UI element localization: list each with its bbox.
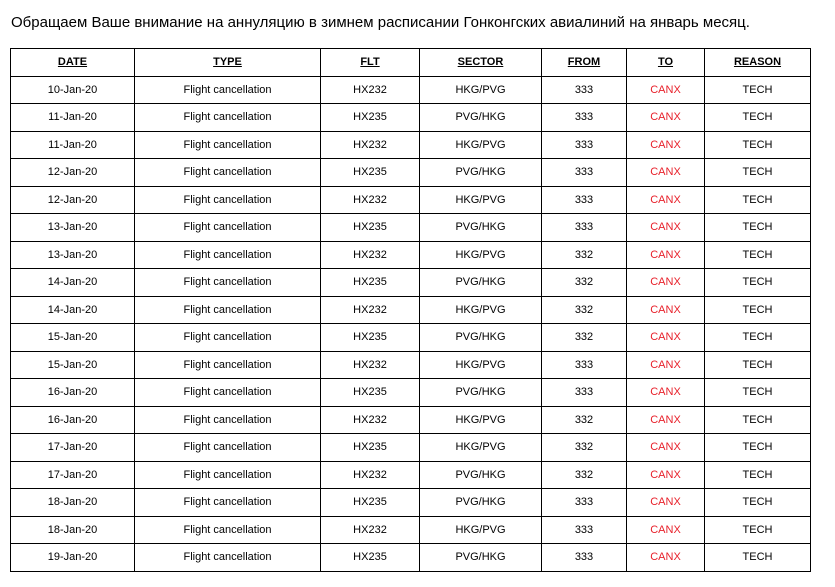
cell-type: Flight cancellation: [135, 351, 321, 379]
cell-type: Flight cancellation: [135, 379, 321, 407]
table-row: [11, 76, 811, 104]
cell-from: 333: [542, 544, 627, 572]
cell-from: 332: [542, 324, 627, 352]
cell-to: CANX: [627, 406, 705, 434]
table-row: [11, 544, 811, 572]
cell-type: Flight cancellation: [135, 131, 321, 159]
table-row: [11, 104, 811, 132]
cell-reason: TECH: [705, 76, 811, 104]
cell-from: 332: [542, 461, 627, 489]
cell-reason: TECH: [705, 241, 811, 269]
document-title: Обращаем Ваше внимание на аннуляцию в зимнем расписании Гонконгских авиалиний на январь месяц.: [11, 14, 750, 31]
cell-date: 16-Jan-20: [11, 406, 135, 434]
cell-sector: HKG/PVG: [420, 131, 542, 159]
cell-reason: TECH: [705, 406, 811, 434]
cell-reason: TECH: [705, 379, 811, 407]
cell-to: CANX: [627, 296, 705, 324]
cell-reason: TECH: [705, 461, 811, 489]
cell-date: 17-Jan-20: [11, 434, 135, 462]
cell-sector: PVG/HKG: [420, 324, 542, 352]
cell-to: CANX: [627, 544, 705, 572]
cell-reason: TECH: [705, 131, 811, 159]
cell-sector: PVG/HKG: [420, 104, 542, 132]
table-row: [11, 379, 811, 407]
cell-date: 10-Jan-20: [11, 76, 135, 104]
cell-reason: TECH: [705, 324, 811, 352]
cell-type: Flight cancellation: [135, 544, 321, 572]
cell-reason: TECH: [705, 351, 811, 379]
cell-from: 333: [542, 379, 627, 407]
cell-to: CANX: [627, 131, 705, 159]
cell-from: 333: [542, 159, 627, 187]
table-row: [11, 489, 811, 517]
cell-to: CANX: [627, 351, 705, 379]
table-row: [11, 159, 811, 187]
cell-sector: HKG/PVG: [420, 406, 542, 434]
cell-from: 332: [542, 269, 627, 297]
cell-sector: HKG/PVG: [420, 351, 542, 379]
cell-to: CANX: [627, 489, 705, 517]
cell-type: Flight cancellation: [135, 489, 321, 517]
cell-date: 14-Jan-20: [11, 296, 135, 324]
cell-to: CANX: [627, 104, 705, 132]
cell-from: 333: [542, 131, 627, 159]
cell-flt: HX232: [321, 406, 420, 434]
header-to: TO: [627, 49, 705, 77]
table-row: [11, 131, 811, 159]
cell-from: 332: [542, 296, 627, 324]
cell-to: CANX: [627, 434, 705, 462]
cell-reason: TECH: [705, 214, 811, 242]
cell-reason: TECH: [705, 159, 811, 187]
header-reason: REASON: [705, 49, 811, 77]
cell-sector: HKG/PVG: [420, 516, 542, 544]
cell-reason: TECH: [705, 434, 811, 462]
table-row: [11, 351, 811, 379]
cell-date: 15-Jan-20: [11, 351, 135, 379]
header-sector: SECTOR: [420, 49, 542, 77]
cell-date: 13-Jan-20: [11, 214, 135, 242]
table-row: [11, 214, 811, 242]
cell-date: 18-Jan-20: [11, 489, 135, 517]
cell-to: CANX: [627, 324, 705, 352]
table-row: [11, 324, 811, 352]
cell-sector: HKG/PVG: [420, 296, 542, 324]
cell-flt: HX232: [321, 241, 420, 269]
cell-date: 19-Jan-20: [11, 544, 135, 572]
cell-from: 332: [542, 241, 627, 269]
cell-type: Flight cancellation: [135, 214, 321, 242]
cell-type: Flight cancellation: [135, 104, 321, 132]
cell-to: CANX: [627, 241, 705, 269]
cell-flt: HX235: [321, 544, 420, 572]
cell-from: 333: [542, 76, 627, 104]
cell-from: 332: [542, 434, 627, 462]
cell-flt: HX232: [321, 351, 420, 379]
cell-from: 333: [542, 516, 627, 544]
cell-sector: HKG/PVG: [420, 76, 542, 104]
header-date: DATE: [11, 49, 135, 77]
cell-to: CANX: [627, 214, 705, 242]
cell-sector: PVG/HKG: [420, 461, 542, 489]
cell-reason: TECH: [705, 186, 811, 214]
table-row: [11, 516, 811, 544]
cell-date: 16-Jan-20: [11, 379, 135, 407]
cell-date: 17-Jan-20: [11, 461, 135, 489]
cell-sector: HKG/PVG: [420, 434, 542, 462]
cell-reason: TECH: [705, 104, 811, 132]
header-type: TYPE: [135, 49, 321, 77]
cell-date: 12-Jan-20: [11, 159, 135, 187]
cell-date: 18-Jan-20: [11, 516, 135, 544]
cell-type: Flight cancellation: [135, 241, 321, 269]
table-container: [10, 48, 811, 572]
cancellation-table: [10, 48, 811, 572]
cell-flt: HX235: [321, 379, 420, 407]
table-header-row: [11, 49, 811, 77]
cell-to: CANX: [627, 159, 705, 187]
cell-flt: HX235: [321, 324, 420, 352]
table-body: [11, 76, 811, 571]
cell-flt: HX235: [321, 104, 420, 132]
cell-from: 333: [542, 489, 627, 517]
table-row: [11, 434, 811, 462]
cell-flt: HX232: [321, 516, 420, 544]
cell-to: CANX: [627, 186, 705, 214]
cell-date: 14-Jan-20: [11, 269, 135, 297]
cell-from: 333: [542, 351, 627, 379]
cell-date: 11-Jan-20: [11, 104, 135, 132]
cell-reason: TECH: [705, 269, 811, 297]
cell-sector: PVG/HKG: [420, 544, 542, 572]
table-row: [11, 296, 811, 324]
table-row: [11, 461, 811, 489]
cell-reason: TECH: [705, 544, 811, 572]
cell-flt: HX235: [321, 269, 420, 297]
cell-date: 13-Jan-20: [11, 241, 135, 269]
cell-from: 333: [542, 186, 627, 214]
cell-flt: HX232: [321, 296, 420, 324]
cell-sector: PVG/HKG: [420, 269, 542, 297]
cell-type: Flight cancellation: [135, 76, 321, 104]
cell-flt: HX232: [321, 131, 420, 159]
cell-to: CANX: [627, 516, 705, 544]
table-row: [11, 186, 811, 214]
table-row: [11, 406, 811, 434]
cell-flt: HX232: [321, 461, 420, 489]
cell-type: Flight cancellation: [135, 434, 321, 462]
cell-type: Flight cancellation: [135, 159, 321, 187]
cell-sector: PVG/HKG: [420, 489, 542, 517]
cell-type: Flight cancellation: [135, 324, 321, 352]
table-row: [11, 269, 811, 297]
cell-to: CANX: [627, 76, 705, 104]
cell-sector: HKG/PVG: [420, 186, 542, 214]
cell-reason: TECH: [705, 296, 811, 324]
cell-type: Flight cancellation: [135, 516, 321, 544]
cell-to: CANX: [627, 379, 705, 407]
cell-flt: HX235: [321, 159, 420, 187]
cell-from: 333: [542, 104, 627, 132]
cell-from: 332: [542, 406, 627, 434]
cell-sector: HKG/PVG: [420, 241, 542, 269]
cell-flt: HX235: [321, 489, 420, 517]
cell-to: CANX: [627, 461, 705, 489]
cell-sector: PVG/HKG: [420, 379, 542, 407]
cell-date: 12-Jan-20: [11, 186, 135, 214]
cell-date: 11-Jan-20: [11, 131, 135, 159]
table-row: [11, 241, 811, 269]
cell-to: CANX: [627, 269, 705, 297]
cell-type: Flight cancellation: [135, 296, 321, 324]
cell-flt: HX232: [321, 186, 420, 214]
cell-reason: TECH: [705, 516, 811, 544]
cell-type: Flight cancellation: [135, 461, 321, 489]
header-flt: FLT: [321, 49, 420, 77]
cell-type: Flight cancellation: [135, 269, 321, 297]
cell-reason: TECH: [705, 489, 811, 517]
cell-from: 333: [542, 214, 627, 242]
cell-date: 15-Jan-20: [11, 324, 135, 352]
header-from: FROM: [542, 49, 627, 77]
cell-type: Flight cancellation: [135, 186, 321, 214]
cell-flt: HX235: [321, 434, 420, 462]
cell-flt: HX232: [321, 76, 420, 104]
cell-sector: PVG/HKG: [420, 159, 542, 187]
cell-sector: PVG/HKG: [420, 214, 542, 242]
cell-flt: HX235: [321, 214, 420, 242]
cell-type: Flight cancellation: [135, 406, 321, 434]
